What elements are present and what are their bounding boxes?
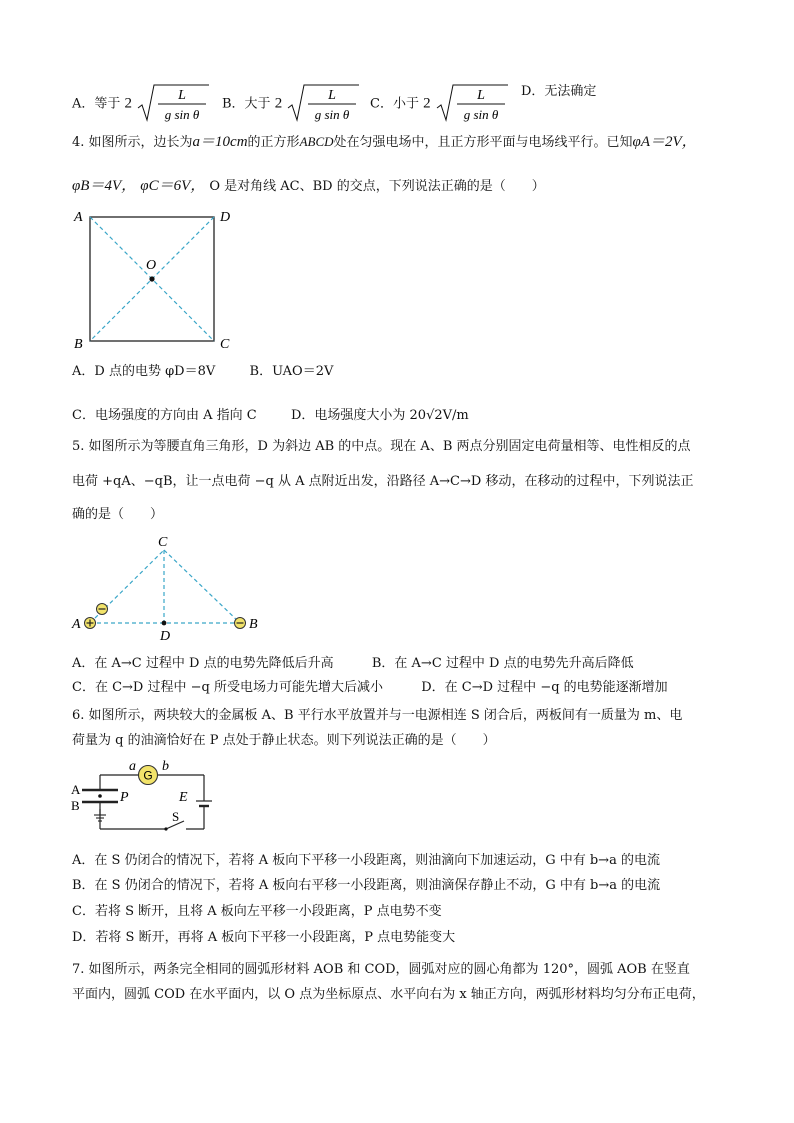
q4-square-figure bbox=[68, 205, 248, 357]
label-d: D bbox=[160, 629, 171, 644]
svg-text:g sin θ: g sin θ bbox=[463, 107, 499, 122]
svg-text:L: L bbox=[178, 88, 187, 103]
q7-stem-line1: 7. 如图所示，两条完全相同的圆弧形材料 AOB 和 COD，圆弧对应的圆心角都为 120°，圆弧 AOB 在竖直 bbox=[72, 962, 690, 977]
q6-stem-line2: 荷量为 q 的油滴恰好在 P 点处于静止状态。则下列说法正确的是（ ） bbox=[72, 733, 496, 748]
q4-option-c[interactable]: C．电场强度的方向由 A 指向 C bbox=[72, 408, 257, 423]
test-charge-icon bbox=[97, 604, 108, 615]
label-a: A bbox=[74, 210, 83, 225]
label-c: C bbox=[158, 535, 168, 550]
q4-stem-line2: φB＝4V， φC＝6V， O 是对角线 AC、BD 的交点，下列说法正确的是（ ） bbox=[72, 178, 545, 194]
q3-option-a[interactable]: A．等于 2 L g sin θ bbox=[72, 82, 210, 126]
label-c: C bbox=[220, 337, 230, 352]
q5-stem-line2: 电荷 +qA、−qB，让一点电荷 −q 从 A 点附近出发，沿路径 A→C→D 移动，在移动的过程中，下列说法正 bbox=[72, 474, 694, 489]
svg-text:L: L bbox=[476, 88, 485, 103]
label-b: b bbox=[162, 759, 169, 774]
q6-circuit-figure bbox=[68, 757, 228, 839]
q5-stem-line3: 确的是（ ） bbox=[72, 507, 164, 522]
q4-options-row2 bbox=[72, 406, 469, 426]
q4-options-row1 bbox=[72, 362, 333, 382]
q4-stem-line1: 4. 如图所示，边长为a＝10cm的正方形ABCD处在匀强电场中，且正方形平面与电场线平行。已知φA＝2V， bbox=[72, 134, 697, 150]
q5-options-row1 bbox=[72, 654, 634, 674]
q6-option-a[interactable]: A．在 S 仍闭合的情况下，若将 A 板向下平移一小段距离，则油滴向下加速运动，G 中有 b→a 的电流 bbox=[72, 853, 660, 868]
q5-triangle-figure bbox=[68, 534, 268, 644]
plate-a-label: A bbox=[71, 782, 81, 797]
q3-option-b[interactable]: B．大于 2 L g sin θ bbox=[222, 82, 360, 126]
q5-option-b[interactable]: B．在 A→C 过程中 D 点的电势先升高后降低 bbox=[371, 656, 634, 671]
q5-option-a[interactable]: A．在 A→C 过程中 D 点的电势先降低后升高 bbox=[72, 656, 334, 671]
svg-text:L: L bbox=[328, 88, 337, 103]
plate-b-label: B bbox=[71, 798, 80, 813]
label-s: S bbox=[172, 809, 180, 824]
q5-option-c[interactable]: C．在 C→D 过程中 −q 所受电场力可能先增大后减小 bbox=[72, 680, 383, 695]
q6-option-c[interactable]: C．若将 S 断开，且将 A 板向左平移一小段距离，P 点电势不变 bbox=[72, 904, 442, 919]
q4-option-d[interactable]: D．电场强度大小为 20√2V/m bbox=[290, 408, 469, 423]
label-a: A bbox=[72, 617, 81, 632]
label-p: P bbox=[120, 790, 129, 805]
svg-text:g sin θ: g sin θ bbox=[315, 107, 350, 122]
label-b: B bbox=[249, 617, 258, 632]
q6-stem-line1: 6. 如图所示，两块较大的金属板 A、B 平行水平放置并与一电源相连 S 闭合后，两板间有一质量为 m、电 bbox=[72, 708, 683, 723]
sqrt-expression bbox=[286, 82, 360, 126]
q3-option-c[interactable]: C．小于 2 L g sin θ bbox=[370, 82, 509, 126]
label-e: E bbox=[179, 790, 188, 805]
q5-option-d[interactable]: D．在 C→D 过程中 −q 的电势能逐渐增加 bbox=[421, 680, 668, 695]
label-b: B bbox=[74, 337, 83, 352]
sqrt-expression bbox=[136, 82, 210, 126]
q5-options-row2 bbox=[72, 678, 668, 698]
galvanometer-icon bbox=[139, 766, 158, 785]
q3-option-d[interactable]: D．无法确定 bbox=[521, 84, 597, 99]
q5-stem-line1: 5. 如图所示为等腰直角三角形，D 为斜边 AB 的中点。现在 A、B 两点分别固定电荷量相等、电性相反的点 bbox=[72, 439, 691, 454]
label-a: a bbox=[129, 759, 136, 774]
q6-option-b[interactable]: B．在 S 仍闭合的情况下，若将 A 板向右平移一小段距离，则油滴保存静止不动，G 中有 b→a 的电流 bbox=[72, 878, 661, 893]
q6-option-d[interactable]: D．若将 S 断开，再将 A 板向下平移一小段距离，P 点电势能变大 bbox=[72, 930, 456, 945]
positive-charge-icon bbox=[85, 618, 96, 629]
svg-text:G: G bbox=[143, 768, 153, 783]
q7-stem-line2: 平面内，圆弧 COD 在水平面内，以 O 点为坐标原点、水平向右为 x 轴正方向，两弧形材料均匀分布正电荷， bbox=[72, 987, 705, 1002]
q4-option-a[interactable]: A．D 点的电势 φD＝8V bbox=[72, 364, 216, 379]
sqrt-expression bbox=[435, 82, 509, 126]
svg-text:g sin θ: g sin θ bbox=[164, 107, 200, 122]
negative-charge-icon bbox=[235, 618, 246, 629]
q4-option-b[interactable]: B．UAO＝2V bbox=[249, 364, 334, 379]
label-d: D bbox=[220, 210, 231, 225]
label-o: O bbox=[146, 258, 157, 273]
